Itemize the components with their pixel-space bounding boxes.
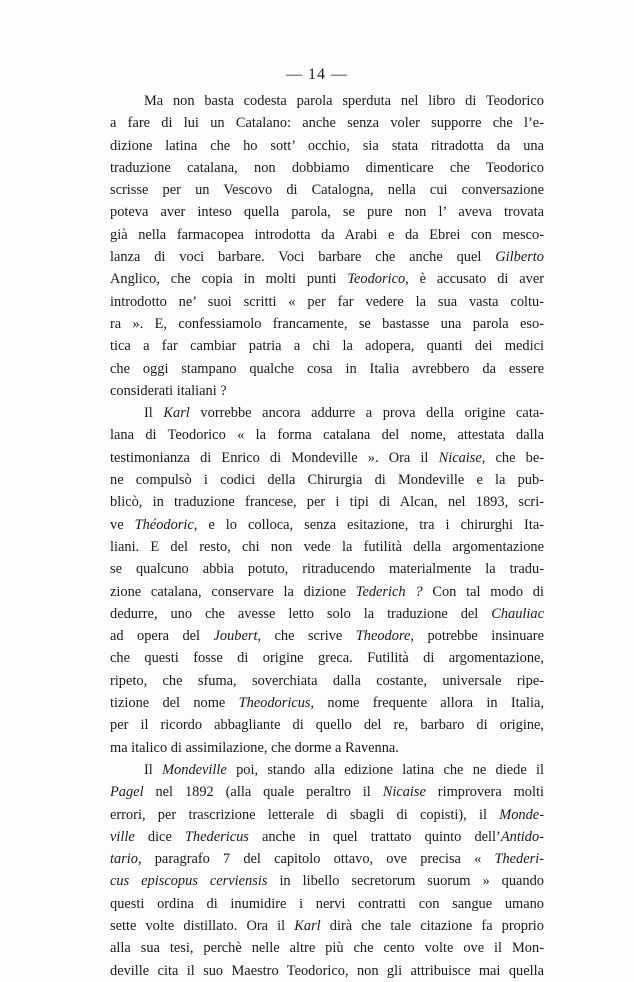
text-line — [110, 268, 544, 290]
text-segment: considerati italiani ? — [110, 382, 227, 399]
italic-text: Karl — [294, 917, 321, 934]
text-segment: Anglico, che copia in molti punti — [110, 271, 348, 288]
text-line — [110, 870, 544, 892]
text-line — [110, 737, 544, 759]
text-line — [110, 313, 544, 335]
text-segment: errori, per trascrizione letterale di sbagli di copisti), il — [110, 806, 500, 823]
text-line — [110, 692, 544, 714]
text-line — [110, 447, 544, 469]
body-text — [110, 90, 544, 982]
text-line — [110, 201, 544, 223]
text-line — [110, 380, 544, 402]
text-line — [110, 960, 544, 982]
text-segment: tica a far cambiar patria a chi la adopera, quanti dei medici — [110, 338, 544, 355]
text-segment: dedurre, uno che avesse letto solo la traduzione del — [110, 605, 492, 622]
text-line — [110, 135, 544, 157]
text-segment: lanza di voci barbare. Voci barbare che anche quel — [110, 249, 496, 266]
text-segment: ma italico di assimilazione, che dorme a Ravenna. — [110, 739, 399, 756]
text-segment: se qualcuno abbia potuto, ritraducendo materialmente la tradu- — [110, 561, 544, 578]
text-segment: ad opera del — [110, 628, 214, 645]
text-segment: scrisse per un Vescovo di Catalogna, nella cui conversazione — [110, 182, 544, 199]
text-segment: tizione del nome — [110, 695, 239, 712]
text-line — [110, 424, 544, 446]
text-segment: dizione latina che ho sott’ occhio, sia stata ritradotta da una — [110, 137, 544, 154]
text-line — [110, 893, 544, 915]
text-line — [110, 647, 544, 669]
text-segment: dice — [134, 828, 185, 845]
text-line — [110, 558, 544, 580]
italic-text: Monde- — [499, 806, 544, 823]
text-line — [110, 469, 544, 491]
text-line — [110, 670, 544, 692]
page-number: — 14 — — [286, 66, 348, 83]
text-segment: , e lo colloca, senza esitazione, tra i chirurghi Ita- — [193, 516, 544, 533]
text-segment: testimonianza di Enrico di Mondeville ». Ora il — [110, 449, 439, 466]
text-segment: , paragrafo 7 del capitolo ottavo, ove precisa « — [138, 851, 495, 868]
text-segment: liani. E del resto, chi non vede la futilità della argomentazione — [110, 538, 544, 555]
text-segment: , che scrive — [257, 628, 356, 645]
text-segment: Con tal modo di — [422, 583, 544, 600]
text-line — [110, 603, 544, 625]
italic-text: Teodorico — [347, 271, 406, 288]
italic-text: tario — [110, 851, 138, 868]
italic-text: Pagel — [110, 784, 144, 801]
text-segment: vorrebbe ancora addurre a prova della origine cata- — [189, 405, 544, 422]
italic-text: Theodore — [355, 628, 411, 645]
text-segment: per il ricordo abbagliante di quello del re, barbaro di origine, — [110, 717, 544, 734]
italic-text: Tederich ? — [355, 583, 423, 600]
italic-text: Karl — [163, 405, 190, 422]
text-segment: questi ordina di inumidire i nervi contratti con sangue umano — [110, 895, 544, 912]
text-line — [110, 491, 544, 513]
text-segment: traduzione catalana, non dobbiamo dimenticare che Teodorico — [110, 159, 544, 176]
text-line — [110, 848, 544, 870]
text-line — [110, 915, 544, 937]
text-segment: dirà che tale citazione fa proprio — [320, 917, 544, 934]
text-segment: ne compulsò i codici della Chirurgia di Mondeville e la pub- — [110, 472, 544, 489]
text-segment: che questi fosse di origine greca. Futilità di argomentazione, — [110, 650, 544, 667]
italic-text: Joubert — [213, 628, 258, 645]
text-line — [110, 335, 544, 357]
italic-text: Nicaise — [438, 449, 482, 466]
text-segment: anche in quel trattato quinto dell’ — [248, 828, 501, 845]
text-segment: in libello secretorum suorum » quando — [267, 873, 544, 890]
text-line — [110, 112, 544, 134]
text-line — [110, 937, 544, 959]
text-line — [110, 759, 544, 781]
text-line — [110, 402, 544, 424]
text-line — [110, 179, 544, 201]
text-line — [110, 358, 544, 380]
text-segment: blicò, in traduzione francese, per i tipi di Alcan, nel 1893, scri- — [110, 494, 544, 511]
text-segment: sette volte distillato. Ora il — [110, 917, 295, 934]
text-segment: ra ». E, confessiamolo francamente, se bastasse una parola eso- — [110, 315, 544, 332]
text-segment: zione catalana, conservare la dizione — [110, 583, 356, 600]
italic-text: Chauliac — [491, 605, 544, 622]
text-segment: poteva aver inteso quella parola, se pure non l’ aveva trovata — [110, 204, 544, 221]
italic-text: ville — [110, 828, 135, 845]
text-line — [110, 157, 544, 179]
italic-text: cus episcopus cerviensis — [110, 873, 268, 890]
italic-text: Nicaise — [382, 784, 426, 801]
text-segment: , nome frequente allora in Italia, — [310, 695, 544, 712]
italic-text: Gilberto — [495, 249, 544, 266]
text-line — [110, 514, 544, 536]
text-line — [110, 804, 544, 826]
text-line — [110, 291, 544, 313]
text-segment: Il — [144, 405, 164, 422]
text-segment: che oggi stampano qualche cosa in Italia avrebbero da essere — [110, 360, 544, 377]
text-segment: Il — [144, 761, 163, 778]
text-segment: , potrebbe insinuare — [410, 628, 544, 645]
text-segment: , è accusato di aver — [405, 271, 545, 288]
text-segment: ve — [110, 516, 135, 533]
text-line — [110, 714, 544, 736]
italic-text: Antido- — [500, 828, 544, 845]
text-segment: ripeto, che sfuma, soverchiata dalla costante, universale ripe- — [110, 672, 544, 689]
italic-text: Theodoricus — [238, 695, 311, 712]
text-line — [110, 581, 544, 603]
italic-text: Mondeville — [162, 761, 227, 778]
italic-text: Thederi- — [494, 851, 544, 868]
text-segment: deville cita il suo Maestro Teodorico, non gli attribuisce mai quella — [110, 962, 544, 979]
text-segment: poi, stando alla edizione latina che ne diede il — [226, 761, 544, 778]
text-segment: Ma non basta codesta parola sperduta nel libro di Teodorico — [144, 93, 544, 109]
text-segment: già nella farmacopea introdotta da Arabi e da Ebrei con mesco- — [110, 226, 544, 243]
text-line — [110, 224, 544, 246]
text-segment: alla sua tesi, perchè nelle altre più che cento volte ove il Mon- — [110, 940, 544, 957]
text-segment: a fare di lui un Catalano: anche senza voler supporre che l’e- — [110, 115, 544, 132]
text-segment: , che be- — [481, 449, 545, 466]
text-line — [110, 536, 544, 558]
text-segment: rimprovera molti — [425, 784, 545, 801]
text-segment: introdotto ne’ suoi scritti « per far vedere la sua vasta coltu- — [110, 293, 544, 310]
text-line — [110, 246, 544, 268]
italic-text: Thedericus — [184, 828, 249, 845]
text-segment: lana di Teodorico « la forma catalana del nome, attestata dalla — [110, 427, 544, 444]
text-line — [110, 826, 544, 848]
text-line — [110, 781, 544, 803]
text-line — [110, 625, 544, 647]
italic-text: Théodoric — [134, 516, 194, 533]
text-line — [110, 90, 544, 112]
text-segment: nel 1892 (alla quale peraltro il — [143, 784, 383, 801]
